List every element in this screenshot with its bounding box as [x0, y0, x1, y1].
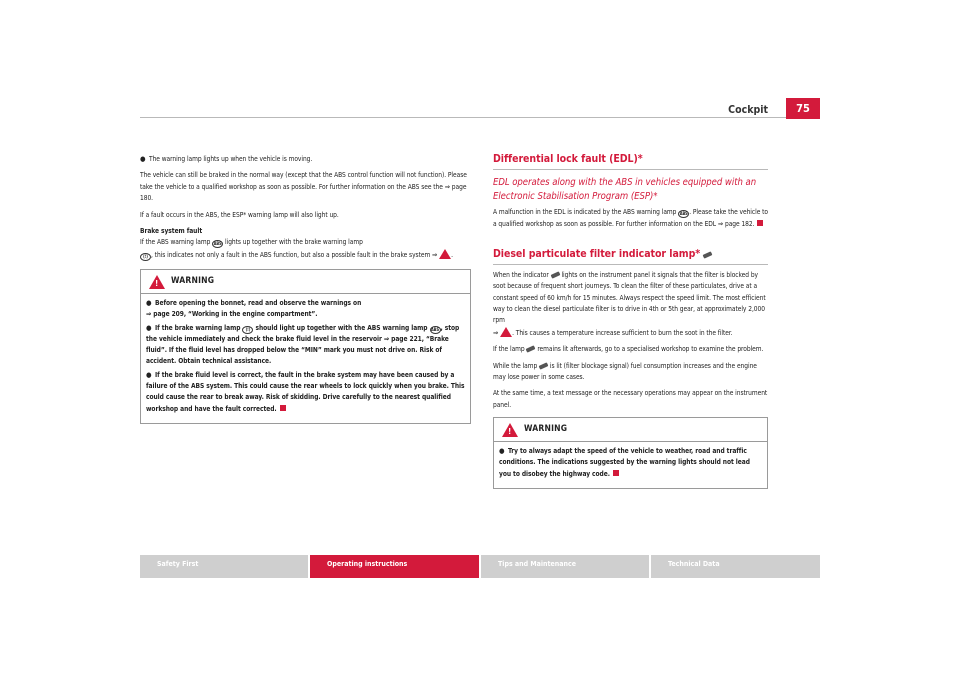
- dpf-heading: Diesel particulate filter indicator lamp*: [493, 249, 768, 265]
- warning-bullet: ● If the brake warning lamp (!) should light up together with the ABS warning lamp ABS , stop the vehicle immediately and check the brake fluid level in the reservoir ⇒ page 221, “Brake fluid”. If the fluid level has dropped below the “MIN” mark you must not drive on. Risk of accident. Obtain technical assistance.: [146, 323, 460, 366]
- dpf-paragraph: At the same time, a text message or the necessary operations may appear on the instrument panel.: [493, 389, 768, 409]
- brake-system-heading: Brake system fault: [140, 227, 203, 236]
- edl-heading: Differential lock fault (EDL)*: [493, 154, 768, 170]
- section-end-icon: [280, 405, 286, 411]
- abs-warning-icon: ABS: [679, 211, 688, 217]
- warning-bullet: ● Before opening the bonnet, read and observe the warnings on ⇒ page 209, “Working in the engine compartment”.: [146, 298, 362, 319]
- abs-warning-icon: ABS: [213, 241, 222, 247]
- dpf-paragraph: When the indicator lights on the instrument panel it signals that the filter is blocked by soot because of frequent short journeys. To clean the filter of these particulates, drive at a constant speed of 60 km/h for 15 minutes. Always respect the speed limit. The most efficient way to clean the diesel particulate filter is to drive in 4th or 5th gear, at approximately 2,000 rpm ⇒ . This causes a temperature increase sufficient to burn the soot in the filter.: [493, 271, 766, 337]
- footer-tab-tips-and-maintenance[interactable]: Tips and Maintenance: [481, 555, 649, 578]
- left-column: [140, 154, 471, 424]
- dpf-lamp-icon: [526, 345, 536, 352]
- brake-paragraph: If the ABS warning lamp ABS lights up together with the brake warning lamp (!) , this indicates not only a fault in the ABS function, but also a possible fault in the brake system ⇒ .: [140, 238, 453, 259]
- dpf-lamp-icon: [539, 362, 549, 369]
- warning-triangle-icon: [149, 275, 165, 289]
- warning-header: ! WARNING: [494, 421, 767, 442]
- page-title: Cockpit: [728, 104, 768, 116]
- warning-triangle-icon: [502, 423, 518, 437]
- page-reference-link[interactable]: page 180.: [140, 182, 467, 203]
- right-column: [493, 154, 768, 489]
- dpf-paragraph: While the lamp is lit (filter blockage signal) fuel consumption increases and the engine may lose power in some cases.: [493, 361, 757, 381]
- warning-box: [140, 269, 471, 424]
- brake-warning-icon: (!): [140, 253, 151, 261]
- dpf-lamp-icon: [703, 251, 713, 258]
- warning-box: [493, 417, 768, 489]
- edl-subheading: EDL operates along with the ABS in vehicles equipped with an Electronic Stabilisation Program (ESP)*: [493, 177, 757, 202]
- abs-paragraph: The vehicle can still be braked in the normal way (except that the ABS control function will not function). Please take the vehicle to a qualified workshop as soon as possible. For further information on the ABS see the ⇒ page 180.: [140, 171, 467, 203]
- esp-paragraph: If a fault occurs in the ABS, the ESP* warning lamp will also light up.: [140, 210, 339, 219]
- warning-triangle-icon[interactable]: [439, 249, 451, 259]
- section-end-icon: [613, 470, 619, 476]
- warning-bullet: ● If the brake fluid level is correct, the fault in the brake system may have been caused by a failure of the ABS system. This could cause the rear wheels to lock quickly when you brake. This could cause the rear to break away. Risk of skidding. Drive carefully to the nearest qualified workshop and have the fault corrected.: [146, 370, 465, 413]
- page-reference-link[interactable]: page 209, “Working in the engine compartment”.: [153, 310, 318, 319]
- dpf-lamp-icon: [550, 271, 560, 278]
- brake-warning-icon: (!): [242, 326, 253, 334]
- page-reference-link[interactable]: page 182.: [724, 219, 755, 228]
- warning-triangle-icon[interactable]: [500, 327, 512, 337]
- bullet-item: ● The warning lamp lights up when the vehicle is moving.: [140, 155, 313, 163]
- dpf-paragraph: If the lamp remains lit afterwards, go to a specialised workshop to examine the problem.: [493, 345, 764, 354]
- footer-tab-technical-data[interactable]: Technical Data: [651, 555, 820, 578]
- abs-warning-icon: ABS: [431, 326, 440, 332]
- footer-tab-safety-first[interactable]: Safety First: [140, 555, 308, 578]
- warning-header: ! WARNING: [141, 273, 470, 294]
- warning-bullet: ● Try to always adapt the speed of the vehicle to weather, road and traffic conditions. The indications suggested by the warning lights should not lead you to disobey the highway code.: [499, 447, 750, 478]
- page-number: 75: [786, 98, 820, 119]
- edl-paragraph: A malfunction in the EDL is indicated by the ABS warning lamp ABS . Please take the vehicle to a qualified workshop as soon as possible. For further information on the EDL ⇒ page 182.: [493, 208, 768, 228]
- section-end-icon: [757, 220, 763, 226]
- footer-tab-operating-instructions[interactable]: Operating instructions: [310, 555, 479, 578]
- header-rule: [140, 117, 820, 118]
